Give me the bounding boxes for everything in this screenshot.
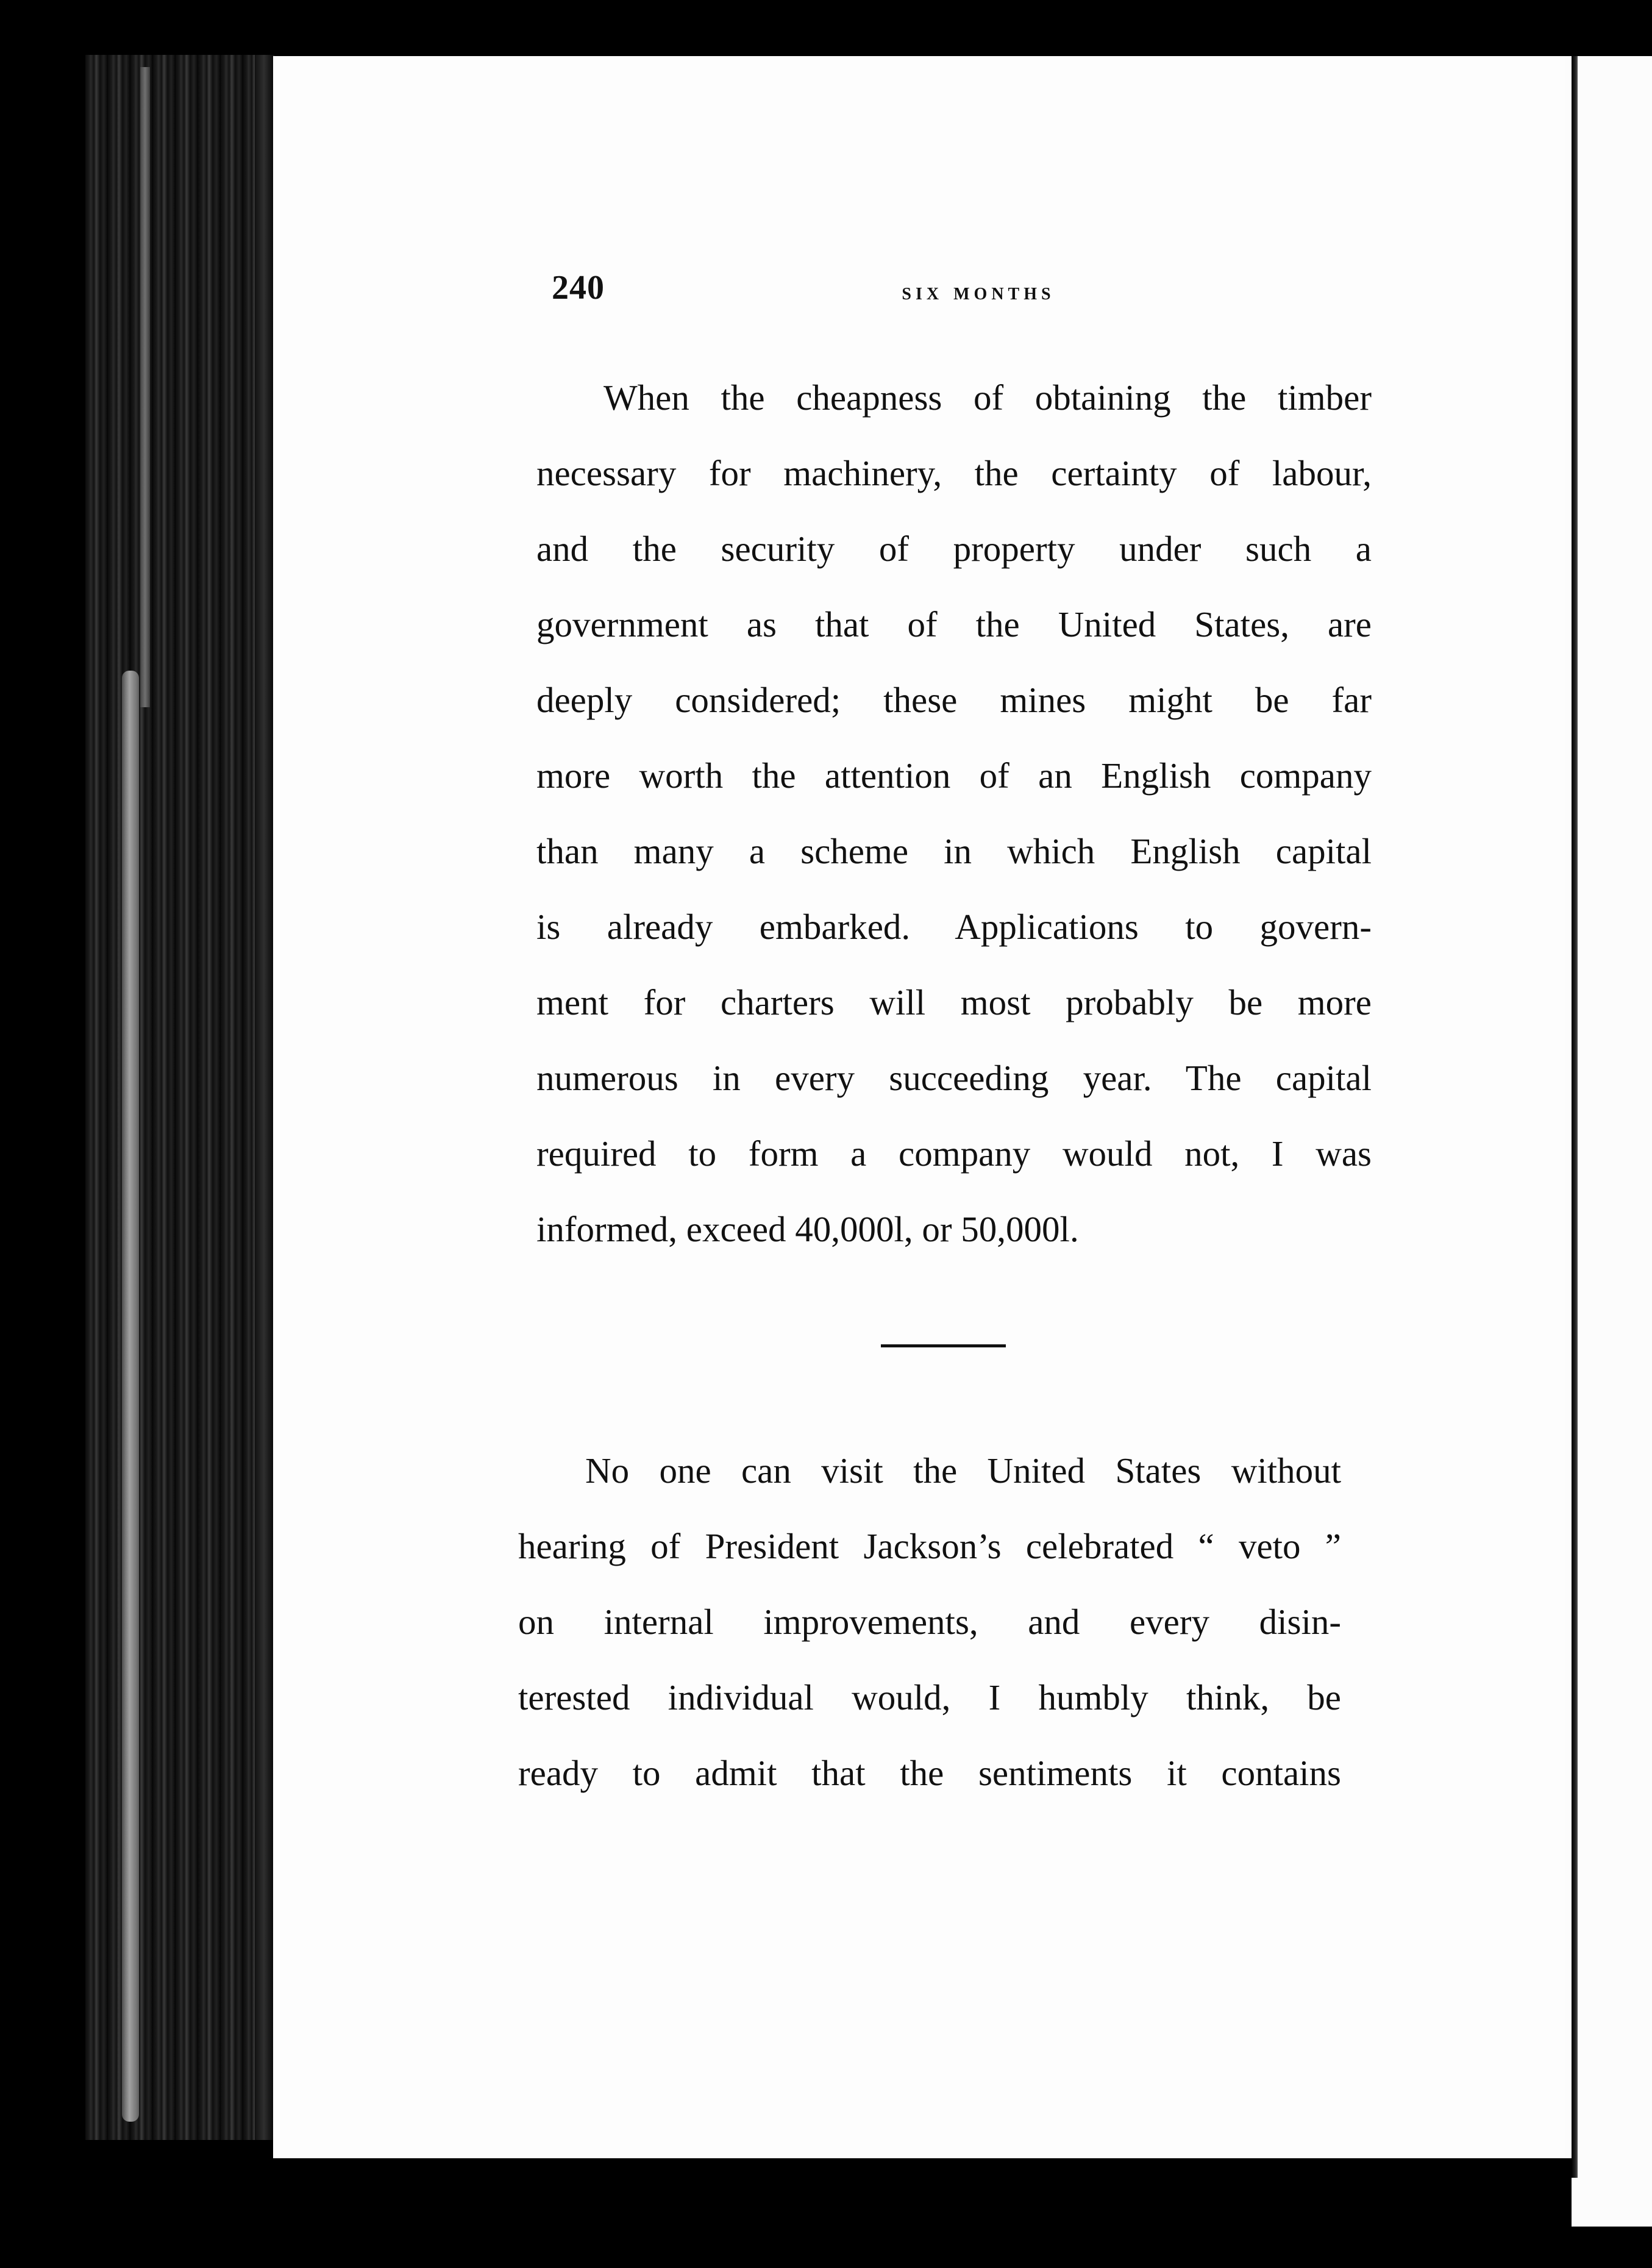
text-line: terested individual would, I humbly think, be: [518, 1677, 1341, 1717]
section-separator-rule: [881, 1344, 1006, 1347]
paragraph-2: [518, 1433, 1341, 1811]
bottom-border: [273, 2158, 1572, 2268]
running-head: [552, 268, 1100, 317]
spine-highlight: [122, 671, 139, 2122]
text-line: No one can visit the United States without: [585, 1450, 1341, 1491]
right-page-edge: [1565, 56, 1652, 2227]
text-line: government as that of the United States, are: [536, 604, 1372, 644]
text-line: numerous in every succeeding year. The capital: [536, 1058, 1372, 1098]
text-line: hearing of President Jackson’s celebrated “ veto ”: [518, 1526, 1341, 1566]
text-line: and the security of property under such a: [536, 529, 1372, 569]
text-line: ment for charters will most probably be more: [536, 982, 1372, 1022]
paragraph-1: [536, 360, 1372, 1267]
text-line: necessary for machinery, the certainty of labour,: [536, 453, 1372, 493]
page-number: 240: [552, 269, 605, 307]
text-line: ready to admit that the sentiments it contains: [518, 1753, 1341, 1793]
text-line: informed, exceed 40,000l, or 50,000l.: [536, 1209, 1079, 1249]
text-line: more worth the attention of an English company: [536, 755, 1372, 796]
text-line: on internal improvements, and every disin-: [518, 1602, 1341, 1642]
text-line: required to form a company would not, I was: [536, 1133, 1372, 1174]
spine-edge: [255, 55, 273, 2140]
text-line: deeply considered; these mines might be far: [536, 680, 1372, 720]
right-edge-shadow: [1572, 56, 1578, 2178]
text-line: is already embarked. Applications to govern-: [536, 907, 1372, 947]
spine-highlight-upper: [140, 67, 150, 707]
text-line: When the cheapness of obtaining the timber: [603, 377, 1372, 418]
text-line: than many a scheme in which English capital: [536, 831, 1372, 871]
book-spine: [85, 55, 274, 2140]
running-title: six months: [902, 277, 1055, 305]
